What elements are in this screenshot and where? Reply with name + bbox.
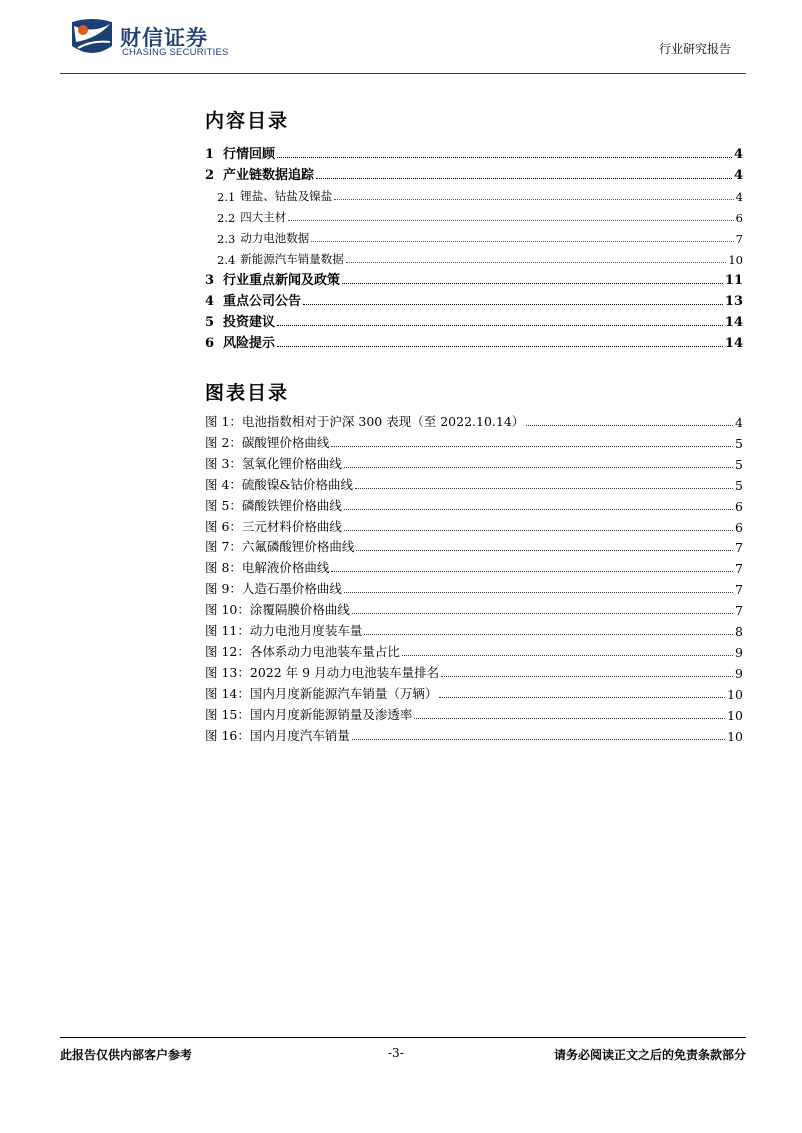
toc-leader-dots	[277, 157, 732, 158]
figure-leader-dots	[344, 467, 733, 468]
toc-entry-label: 锂盐、钴盐及镍盐	[240, 189, 333, 203]
toc-entry-label: 产业链数据追踪	[223, 168, 315, 183]
figure-entry-label: 图 4：硫酸镍&钴价格曲线	[205, 476, 354, 492]
toc-entry-label: 动力电池数据	[240, 231, 310, 245]
toc-entry-number: 2.2	[217, 211, 236, 225]
toc-entry-label: 投资建议	[223, 315, 276, 330]
figure-leader-dots	[356, 550, 733, 551]
figure-entry-label: 图 5：磷酸铁锂价格曲线	[205, 497, 342, 513]
toc-leader-dots	[334, 199, 733, 200]
toc-entry[interactable]	[205, 226, 743, 246]
toc-entry-number: 2.3	[217, 232, 236, 246]
toc-leader-dots	[316, 178, 732, 179]
toc-entry-page: 13	[724, 294, 743, 309]
figure-leader-dots	[355, 488, 733, 489]
figure-entry-label: 图 1：电池指数相对于沪深 300 表现（至 2022.10.14）	[205, 414, 525, 429]
toc-entry[interactable]	[205, 289, 743, 309]
figure-entry-label: 图 16：国内月度汽车销量	[205, 727, 350, 743]
toc-entry-number: 2	[205, 168, 215, 183]
figure-entry-label: 图 7：六氟磷酸锂价格曲线	[205, 539, 355, 555]
figure-entry-label: 图 9：人造石墨价格曲线	[205, 581, 342, 597]
figure-entry[interactable]	[205, 410, 743, 430]
figure-entry-page: 5	[735, 456, 743, 472]
figure-leader-dots	[352, 739, 725, 740]
toc-entry-page: 4	[735, 190, 743, 204]
figure-entry[interactable]	[205, 703, 743, 723]
figure-entry[interactable]	[205, 452, 743, 472]
toc-leader-dots	[342, 283, 723, 284]
figure-entry-page: 6	[735, 498, 743, 514]
figure-entry-label: 图 8：电解液价格曲线	[205, 560, 330, 576]
toc-entry-number: 4	[205, 294, 215, 309]
figure-entry[interactable]	[205, 473, 743, 493]
toc-leader-dots	[346, 262, 727, 263]
figure-entry[interactable]	[205, 724, 743, 744]
toc-entry-label: 四大主材	[240, 210, 287, 224]
figure-entry-label: 图 11：动力电池月度装车量	[205, 623, 363, 638]
brand-name-cn: 财信证券	[120, 26, 208, 50]
toc-entry-page: 14	[724, 315, 743, 330]
figure-entry-page: 4	[735, 415, 743, 430]
footer-divider	[60, 1037, 746, 1038]
toc-entry-number: 3	[205, 273, 215, 288]
figure-entry-page: 7	[735, 561, 743, 577]
company-logo-icon	[68, 16, 116, 60]
toc-entry-page: 14	[724, 336, 743, 351]
figure-entry-page: 7	[735, 540, 743, 556]
figure-leader-dots	[414, 718, 725, 719]
figure-entry-page: 10	[727, 728, 743, 744]
document-type: 行业研究报告	[658, 42, 731, 56]
brand-name-en: CHASING SECURITIES	[122, 47, 229, 58]
toc-entry-number: 1	[205, 147, 215, 162]
toc-entry-page: 4	[733, 168, 743, 183]
toc-entry-number: 2.4	[217, 253, 236, 267]
figure-entry-page: 5	[735, 435, 743, 451]
figure-entry[interactable]	[205, 598, 743, 618]
figure-entry-page: 6	[735, 519, 743, 535]
toc-entry-page: 10	[728, 253, 743, 267]
figure-entry-page: 8	[735, 624, 743, 639]
figure-entry[interactable]	[205, 494, 743, 514]
figure-entry-label: 图 6：三元材料价格曲线	[205, 518, 342, 534]
figure-leader-dots	[331, 446, 733, 447]
figure-entry[interactable]	[205, 682, 743, 702]
toc-leader-dots	[303, 304, 723, 305]
figure-leader-dots	[344, 592, 733, 593]
figure-leader-dots	[526, 425, 733, 426]
toc-entry[interactable]	[205, 268, 743, 288]
figure-leader-dots	[352, 613, 733, 614]
header-divider	[60, 73, 746, 74]
toc-entry-label: 行业重点新闻及政策	[223, 273, 341, 288]
footer-disclaimer-right: 请务必阅读正文之后的免责条款部分	[553, 1048, 746, 1062]
footer-disclaimer-left: 此报告仅供内部客户参考	[60, 1048, 193, 1062]
toc-entry-number: 2.1	[217, 190, 236, 204]
figure-entry-page: 9	[735, 644, 743, 660]
figure-entry-page: 5	[735, 477, 743, 493]
toc-entry-label: 重点公司公告	[223, 294, 302, 309]
figure-leader-dots	[439, 697, 725, 698]
page-header	[60, 14, 745, 74]
figure-entry-label: 图 3：氢氧化锂价格曲线	[205, 455, 342, 471]
figure-entry[interactable]	[205, 619, 743, 639]
toc-leader-dots	[277, 325, 723, 326]
toc-entry-label: 新能源汽车销量数据	[240, 252, 344, 266]
toc-entry-page: 7	[735, 232, 743, 246]
toc-entry-number: 6	[205, 336, 215, 351]
toc-leader-dots	[311, 241, 733, 242]
figure-entry[interactable]	[205, 577, 743, 597]
toc-entry-page: 6	[735, 211, 743, 225]
figure-entry-page: 9	[735, 665, 743, 681]
toc-entry-page: 11	[724, 273, 743, 288]
figure-entry-page: 10	[727, 707, 743, 723]
figure-leader-dots	[344, 530, 733, 531]
figure-entry-label: 图 14：国内月度新能源汽车销量（万辆）	[205, 685, 438, 701]
page-number: -3-	[388, 1046, 404, 1060]
toc-leader-dots	[288, 220, 733, 221]
figure-entry-page: 7	[735, 582, 743, 598]
toc-entry-label: 行情回顾	[223, 147, 276, 162]
figure-entry[interactable]	[205, 556, 743, 576]
figure-entry[interactable]	[205, 515, 743, 535]
toc-entry-page: 4	[733, 147, 743, 162]
toc-title: 内容目录	[205, 110, 290, 132]
figure-entry-label: 图 15：国内月度新能源销量及渗透率	[205, 706, 413, 722]
figure-leader-dots	[331, 571, 733, 572]
figure-leader-dots	[344, 509, 733, 510]
toc-entry-number: 5	[205, 315, 215, 330]
figure-leader-dots	[441, 676, 733, 677]
figure-entry-page: 10	[727, 686, 743, 702]
figure-leader-dots	[402, 655, 733, 656]
toc-leader-dots	[277, 346, 723, 347]
toc-entry[interactable]	[205, 331, 743, 351]
toc-entry[interactable]	[205, 142, 743, 162]
figure-entry-page: 7	[735, 603, 743, 619]
figure-entry-label: 图 10：涂覆隔膜价格曲线	[205, 602, 350, 618]
figure-entry-label: 图 12：各体系动力电池装车量占比	[205, 643, 400, 659]
toc-entry[interactable]	[205, 247, 743, 267]
figure-entry[interactable]	[205, 431, 743, 451]
figure-entry-label: 图 2：碳酸锂价格曲线	[205, 434, 330, 450]
toc-entry[interactable]	[205, 310, 743, 330]
toc-entry[interactable]	[205, 184, 743, 204]
figure-entry[interactable]	[205, 661, 743, 681]
figure-leader-dots	[364, 634, 733, 635]
toc-entry[interactable]	[205, 163, 743, 183]
toc-entry[interactable]	[205, 205, 743, 225]
figures-title: 图表目录	[205, 382, 290, 404]
toc-entry-label: 风险提示	[223, 336, 276, 351]
figure-entry-label: 图 13：2022 年 9 月动力电池装车量排名	[205, 664, 440, 680]
figure-entry[interactable]	[205, 535, 743, 555]
figure-entry[interactable]	[205, 640, 743, 660]
